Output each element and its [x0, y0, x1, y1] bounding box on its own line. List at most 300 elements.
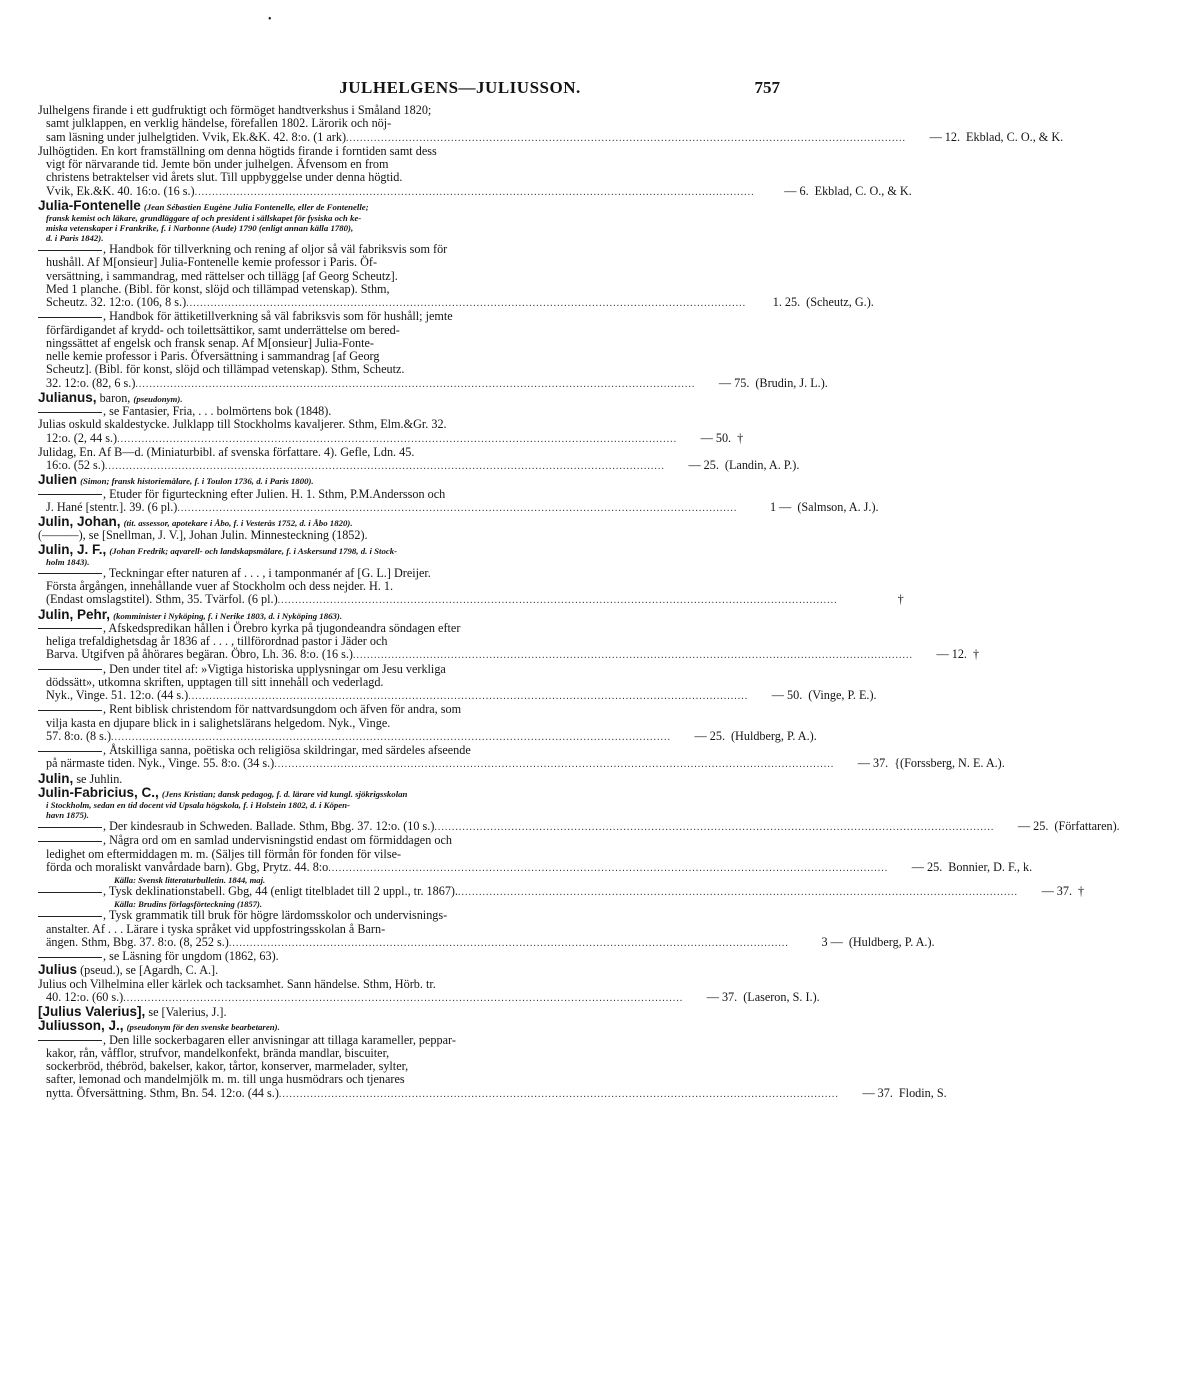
- entry-text: [46, 171, 402, 184]
- catalog-entry: [38, 819, 1120, 834]
- entry-price: — 6.: [784, 183, 809, 198]
- biographical-note: fransk kemist och läkare, grundläggare af och president i sällskapet för fysiska och ke-: [46, 213, 362, 223]
- entry-line: [38, 728, 817, 744]
- entry-price: — 50.: [700, 430, 732, 445]
- entry-text: [46, 730, 111, 743]
- entry-text: [38, 405, 331, 418]
- leader-dots: [458, 886, 1018, 899]
- entry-line: [38, 786, 783, 800]
- catalog-entry: [38, 606, 980, 663]
- entry-price: — 12.: [936, 647, 967, 662]
- biographical-note: holm 1843).: [46, 556, 90, 567]
- entry-price: — 37.: [862, 1085, 893, 1100]
- leader-dots: [279, 1088, 839, 1101]
- catalog-entry: [38, 833, 1033, 885]
- entry-heading: Julin, Pehr,: [38, 606, 111, 622]
- entry-line: [38, 171, 783, 184]
- entry-text: [46, 256, 377, 269]
- entry-heading: Julin, Johan,: [38, 514, 121, 529]
- entry-publisher: {(Forssberg, N. E. A.).: [894, 756, 1005, 771]
- ditto-rule: [38, 751, 102, 752]
- entry-body: vigt för närvarande tid. Jemte bön under julhelgen. Äfvensom en from: [46, 157, 389, 171]
- catalog-entry: [38, 143, 912, 199]
- entry-line: [38, 963, 783, 977]
- catalog-entry: [38, 950, 783, 963]
- entry-line: [38, 1085, 947, 1101]
- leader-dots: [274, 758, 834, 771]
- catalog-entry: [38, 661, 877, 704]
- entry-publisher: †: [972, 647, 980, 662]
- entry-text: [38, 744, 471, 757]
- catalog-entry: [38, 309, 828, 391]
- entry-reference: se Juhlin.: [76, 771, 123, 786]
- ditto-rule: [38, 1040, 102, 1041]
- biographical-note: havn 1875).: [46, 810, 90, 820]
- entry-text: [38, 199, 369, 213]
- entry-body: heliga trefaldighetsdag år 1836 af . . . , tillförordnad pastor i Jäder och: [46, 634, 388, 648]
- entry-text: [38, 1034, 456, 1047]
- entry-text: [46, 991, 123, 1004]
- ditto-rule: [38, 916, 102, 917]
- entry-line: [38, 635, 783, 648]
- entry-line: [38, 923, 783, 936]
- entry-line: [38, 676, 783, 689]
- entry-body: 57. 8:o. (8 s.): [46, 728, 111, 743]
- entry-text: [38, 1005, 227, 1019]
- entry-line: [38, 405, 783, 418]
- leader-dots: [434, 821, 994, 834]
- catalog-entry: [38, 884, 1085, 910]
- entry-publisher: Ekblad, C. O., & K.: [966, 129, 1064, 144]
- ditto-rule: [38, 669, 102, 670]
- entry-line: [38, 608, 783, 622]
- entry-price: — 25.: [1017, 819, 1049, 833]
- entry-text: [38, 963, 218, 977]
- entry-line: [38, 978, 783, 991]
- page-number: 757: [754, 78, 780, 97]
- entry-body: Med 1 planche. (Bibl. för konst, slöjd och tillämpad vetenskap). Sthm,: [46, 281, 390, 296]
- entry-line: [38, 1005, 783, 1019]
- entry-publisher: (Författaren).: [1054, 819, 1120, 833]
- entry-publisher: (Laseron, S. I.).: [743, 989, 820, 1004]
- entry-line: [38, 834, 783, 847]
- entry-heading: [Julius Valerius],: [38, 1004, 146, 1019]
- leader-dots: [117, 433, 677, 446]
- biographical-note: miska vetenskaper i Frankrike, f. i Narbonne (Aude) 1790 (enligt annan källa 1780),: [46, 223, 354, 233]
- entry-text: [46, 848, 401, 861]
- entry-body: sam läsning under julhelgtiden. Vvik, Ek.&K. 42. 8:o. (1 ark): [46, 129, 347, 144]
- catalog-entry: [38, 743, 1005, 772]
- leader-dots: [177, 502, 737, 515]
- leader-dots: [229, 937, 789, 950]
- catalog-entries: [38, 103, 1120, 1101]
- entry-heading: Julin,: [38, 770, 74, 786]
- entry-line: [38, 499, 879, 515]
- entry-heading: Julia-Fontenelle: [38, 197, 141, 213]
- entry-text: [38, 543, 397, 557]
- entry-body: , Den under titel af: »Vigtiga historiska upplysningar om Jesu verkliga: [103, 661, 446, 676]
- entry-text: [46, 363, 404, 376]
- entry-text: [46, 717, 390, 730]
- catalog-entry: [38, 472, 879, 515]
- entry-text: [38, 473, 314, 487]
- entry-text: [46, 1060, 408, 1073]
- leader-dots: [278, 594, 838, 607]
- entry-line: [38, 950, 783, 963]
- entry-body: 12:o. (2, 44 s.): [46, 430, 118, 445]
- entry-line: [38, 199, 783, 213]
- entry-heading: Julin, J. F.,: [38, 541, 107, 557]
- leader-dots: [135, 378, 695, 391]
- entry-price: — 37.: [1041, 884, 1073, 898]
- entry-text: [46, 580, 393, 593]
- leader-dots: [111, 731, 671, 744]
- entry-line: [38, 819, 1120, 834]
- catalog-entry: [38, 103, 1064, 145]
- catalog-entry: [38, 908, 935, 950]
- entry-body: , Der kindesraub in Schweden. Ballade. Sthm, Bbg. 37. 12:o. (10 s.): [103, 819, 435, 833]
- entry-price: — 50.: [771, 688, 803, 702]
- entry-body: Vvik, Ek.&K. 40. 16:o. (16 s.): [46, 183, 195, 198]
- entry-body: hushåll. Af M[onsieur] Julia-Fontenelle kemie professor i Paris. Öf-: [46, 255, 378, 270]
- entry-heading: Julius: [38, 962, 78, 978]
- entry-text: [38, 885, 458, 898]
- ditto-rule: [38, 841, 102, 842]
- entry-line: [38, 1047, 783, 1060]
- entry-body: ledighet om eftermiddagen m. m. (Säljes till förmån för fonden för vilse-: [46, 846, 402, 861]
- entry-heading: Julianus,: [38, 389, 97, 405]
- entry-text: [38, 1019, 280, 1033]
- entry-text: [46, 270, 398, 283]
- entry-line: [38, 663, 783, 676]
- entry-body: samt julklappen, en verklig händelse, förefallen 1802. Lärorik och nöj-: [46, 116, 392, 131]
- entry-text: [38, 834, 452, 847]
- entry-text: [46, 593, 278, 606]
- entry-text: [46, 861, 328, 874]
- entry-body: , Handbok för ättiketillverkning så väl fabriksvis som för hushåll; jemte: [103, 309, 453, 324]
- entry-body: , Etuder för figurteckning efter Julien. H. 1. Sthm, P.M.Andersson och: [103, 486, 446, 501]
- ditto-rule: [38, 710, 102, 711]
- entry-publisher: Bonnier, D. F., k.: [948, 859, 1033, 874]
- entry-line: [38, 1073, 783, 1086]
- entry-line: [38, 337, 783, 350]
- entry-body: Första årgången, innehållande vuer af Stockholm och dess nejder. H. 1.: [46, 579, 394, 593]
- entry-body: förda och moraliskt vanvårdade barn). Gbg, Prytz. 44. 8:o: [46, 859, 329, 874]
- entry-line: [38, 158, 783, 171]
- entry-line: [38, 391, 783, 405]
- page-running-head: JULHELGENS—JULIUSSON.: [339, 78, 581, 97]
- entry-body: Julius och Vilhelmina eller kärlek och tacksamhet. Sann händelse. Sthm, Hörb. tr.: [38, 976, 436, 991]
- entry-body: safter, lemonad och mandelmjölk m. m. till unga husmödrars och tjenares: [46, 1072, 405, 1087]
- entry-publisher: (Vinge, P. E.).: [808, 688, 877, 702]
- entry-line: [38, 104, 783, 117]
- ditto-rule: [38, 628, 102, 629]
- entry-text: [46, 936, 229, 949]
- entry-body: , Några ord om en samlad undervisningstid endast om förmiddagen och: [103, 833, 452, 848]
- entry-reference: se [Valerius, J.].: [148, 1005, 227, 1019]
- entry-text: [38, 909, 447, 922]
- entry-line: [38, 744, 783, 757]
- catalog-entry: [38, 702, 817, 744]
- entry-body: förfärdigandet af krydd- och toilettsättikor, samt underrättelse om bered-: [46, 322, 400, 337]
- biographical-note: (Jean Sébastien Eugène Julia Fontenelle, eller de Fontenelle;: [143, 201, 369, 212]
- entry-text: [38, 418, 447, 431]
- entry-publisher: (Huldberg, P. A.).: [848, 934, 935, 949]
- biographical-note: (komminister i Nyköping, f. i Nerike 1803, d. i Nyköping 1863).: [113, 610, 343, 621]
- entry-line: [38, 592, 904, 607]
- entry-body: dödssätt», utkomna skriften, upptagen till sitt innehåll och vederlagd.: [46, 674, 384, 689]
- entry-line: [38, 256, 783, 269]
- entry-text: [38, 446, 414, 459]
- entry-price: 3 —: [821, 934, 843, 949]
- ditto-rule: [38, 827, 102, 828]
- entry-body: , Rent biblisk christendom för nattvardsungdom och äfven för andra, som: [103, 702, 462, 717]
- entry-text: [38, 772, 122, 786]
- entry-price: — 25.: [911, 859, 943, 874]
- entry-text: [38, 608, 342, 622]
- entry-text: [38, 978, 436, 991]
- entry-heading: Julin-Fabricius, C.,: [38, 784, 159, 800]
- entry-line: [38, 283, 783, 296]
- catalog-entry: [38, 444, 800, 474]
- ditto-rule: [38, 892, 102, 893]
- catalog-entry: [38, 1018, 947, 1101]
- entry-body: , Handbok för tillverkning och rening af oljor så väl fabriksvis som för: [103, 242, 448, 256]
- entry-line: [38, 243, 783, 256]
- entry-text: [38, 243, 447, 256]
- entry-line: [38, 529, 783, 542]
- entry-line: [38, 446, 783, 459]
- entry-text: [46, 117, 391, 130]
- entry-publisher: †: [1078, 884, 1085, 898]
- catalog-entry: [38, 515, 783, 543]
- entry-text: [38, 703, 461, 716]
- entry-body: på närmaste tiden. Nyk., Vinge. 55. 8:o. (34 s.): [46, 756, 275, 771]
- leader-dots: [123, 992, 683, 1005]
- biographical-note: (tit. assessor, apotekare i Åbo, f. i Vesterås 1752, d. i Åbo 1820).: [123, 518, 353, 528]
- entry-body: , Teckningar efter naturen af . . . , i tamponmanér af [G. L.] Dreijer.: [103, 565, 431, 580]
- entry-text: [46, 501, 177, 514]
- catalog-entry: [38, 1005, 783, 1019]
- entry-publisher: (Scheutz, G.).: [806, 295, 874, 309]
- entry-text: [38, 820, 434, 833]
- ditto-rule: [38, 317, 102, 318]
- entry-body: 40. 12:o. (60 s.): [46, 989, 124, 1004]
- entry-text: [38, 145, 437, 158]
- entry-body: Julidag, En. Af B—d. (Miniaturbibl. af svenska författare. 4). Gefle, Ldn. 45.: [38, 444, 415, 459]
- entry-line: [38, 350, 783, 363]
- leader-dots: [186, 297, 746, 310]
- entry-line: [38, 772, 783, 786]
- ditto-rule: [38, 957, 102, 958]
- entry-text: [46, 1047, 389, 1060]
- entry-body: Nyk., Vinge. 51. 12:o. (44 s.): [46, 688, 189, 702]
- biographical-note: i Stockholm, sedan en tid docent vid Upsala högskola, f. i Holstein 1802, d. i Köpen-: [46, 800, 350, 810]
- entry-text: [38, 310, 453, 323]
- entry-text: [46, 1073, 405, 1086]
- entry-text: [46, 459, 105, 472]
- entry-text: [46, 131, 346, 144]
- source-note: Källa: Svensk litteraturbulletin. 1844, maj.: [114, 875, 266, 885]
- source-note: Källa: Brudins förlagsförteckning (1857).: [114, 899, 263, 910]
- entry-body: J. Hané [stentr.]. 39. (6 pl.): [46, 499, 178, 514]
- entry-text: [46, 648, 353, 661]
- entry-body: , Åtskilliga sanna, poëtiska och religiösa skildringar, med särdeles afseende: [103, 743, 471, 757]
- entry-reference: baron,: [99, 390, 134, 405]
- entry-price: — 12.: [929, 129, 961, 144]
- entry-body: christens betraktelser vid årets slut. Till uppbyggelse under denna högtid.: [46, 170, 403, 185]
- entry-line: [38, 756, 1005, 771]
- catalog-entry: [38, 242, 874, 310]
- entry-text: [38, 663, 446, 676]
- entry-line: [38, 418, 783, 431]
- entry-publisher: Flodin, S.: [898, 1085, 947, 1100]
- entry-body: nelle kemie professor i Paris. Öfversättning i sammandrag [af Georg: [46, 349, 380, 363]
- entry-line: [38, 647, 980, 662]
- entry-text: [46, 1087, 279, 1100]
- entry-line: [38, 183, 912, 199]
- entry-text: [46, 432, 117, 445]
- biographical-note: (Jens Kristian; dansk pedagog, f. d. lärare vid kungl. sjökrigsskolan: [161, 788, 408, 799]
- entry-body: Scheutz. 32. 12:o. (106, 8 s.): [46, 295, 187, 309]
- entry-line: [38, 295, 874, 310]
- entry-body: , Tysk deklinationstabell. Gbg, 44 (enligt titelbladet till 2 uppl., tr. 1867).: [103, 884, 459, 898]
- entry-line: [38, 473, 783, 487]
- entry-line: [38, 580, 783, 593]
- entry-publisher: †: [737, 430, 744, 445]
- entry-text: [38, 622, 460, 635]
- entry-text: [46, 689, 188, 702]
- entry-price: — 25.: [694, 728, 725, 743]
- biographical-note: (Johan Fredrik; aqvarell- och landskapsmålare, f. i Askersund 1798, d. i Stock-: [109, 545, 398, 556]
- entry-body: anstalter. Af . . . Lärare i tyska språket vid uppfostringsskolan å Barn-: [46, 921, 386, 936]
- catalog-entry: [38, 786, 783, 820]
- entry-reference: (pseud.), se [Agardh, C. A.].: [80, 963, 219, 978]
- entry-line: [38, 145, 783, 158]
- entry-line: [38, 375, 828, 391]
- entry-line: [38, 1019, 783, 1033]
- entry-price: 1. 25.: [772, 295, 801, 309]
- entry-text: [46, 283, 390, 296]
- entry-text: [46, 324, 400, 337]
- entry-body: Barva. Utgifven på åhörares begäran. Öbro, Lh. 36. 8:o. (16 s.): [46, 647, 353, 662]
- entry-line: [38, 909, 783, 922]
- entry-line: [38, 884, 1085, 899]
- entry-price: — 37.: [857, 756, 889, 771]
- entry-line: [38, 622, 783, 635]
- entry-price: — 75.: [718, 375, 750, 390]
- biographical-note: (pseudonym).: [133, 393, 183, 404]
- entry-line: [38, 1060, 783, 1073]
- entry-line: [38, 717, 783, 730]
- catalog-entry: [38, 418, 783, 446]
- entry-text: [38, 529, 368, 542]
- entry-body: vilja kasta en djupare blick in i salighetslärans helgedom. Nyk., Vinge.: [46, 715, 391, 730]
- entry-text: [46, 158, 389, 171]
- entry-text: [46, 350, 379, 363]
- leader-dots: [328, 862, 888, 875]
- entry-body: , se Läsning för ungdom (1862, 63).: [103, 949, 279, 963]
- entry-line: [38, 310, 783, 323]
- entry-body: nytta. Öfversättning. Sthm, Bn. 54. 12:o. (44 s.): [46, 1085, 279, 1100]
- biographical-note: d. i Paris 1842).: [46, 233, 104, 243]
- catalog-entry: [38, 541, 904, 608]
- entry-line: [38, 432, 783, 446]
- entry-text: [38, 391, 183, 405]
- entry-text: [46, 377, 135, 390]
- entry-body: (Endast omslagstitel). Sthm, 35. Tvärfol. (6 pl.): [46, 592, 278, 607]
- entry-body: (———), se [Snellman, J. V.], Johan Julin. Minnesteckning (1852).: [38, 528, 368, 543]
- leader-dots: [105, 460, 665, 473]
- entry-price: — 25.: [688, 458, 719, 472]
- entry-publisher: (Huldberg, P. A.).: [731, 728, 817, 743]
- entry-body: , se Fantasier, Fria, . . . bolmörtens bok (1848).: [103, 404, 332, 418]
- entry-publisher: Ekblad, C. O., & K.: [814, 183, 912, 198]
- entry-line: [38, 270, 783, 283]
- entry-text: [46, 185, 195, 198]
- print-dot: •: [268, 14, 272, 25]
- catalog-entry: [38, 963, 783, 977]
- entry-text: [46, 337, 374, 350]
- ditto-rule: [38, 412, 102, 413]
- catalog-entry: [38, 772, 783, 786]
- entry-line: [38, 543, 783, 557]
- entry-line: [38, 848, 783, 861]
- entry-body: , Tysk grammatik till bruk för högre lärdomsskolor och undervisnings-: [103, 908, 448, 923]
- leader-dots: [188, 690, 748, 703]
- entry-body: 16:o. (52 s.): [46, 458, 105, 472]
- entry-text: [46, 676, 383, 689]
- catalog-entry: [38, 199, 783, 243]
- leader-dots: [353, 649, 913, 662]
- entry-body: ningssättet af engelsk och fransk senap. Af M[onsieur] Julia-Fonte-: [46, 335, 374, 350]
- entry-body: kakor, rån, våfflor, strufvor, mandelkonfekt, brända mandlar, biscuiter,: [46, 1045, 390, 1060]
- entry-publisher: †: [897, 592, 904, 607]
- entry-body: Julhögtiden. En kort framställning om denna högtids firande i forntiden samt dess: [38, 143, 437, 158]
- entry-text: [38, 515, 353, 529]
- biographical-note: (Simon; fransk historiemålare, f. i Toulon 1736, d. i Paris 1800).: [80, 476, 314, 487]
- entry-publisher: (Brudin, J. L.).: [755, 375, 828, 390]
- entry-body: Julias oskuld skaldestycke. Julklapp till Stockholms kavaljerer. Sthm, Elm.&Gr. 32.: [38, 417, 447, 432]
- entry-line: [38, 515, 783, 529]
- entry-body: , Afskedspredikan hållen i Örebro kyrka på tjugondeandra söndagen efter: [103, 620, 461, 635]
- entry-text: [38, 567, 431, 580]
- leader-dots: [195, 186, 755, 199]
- entry-publisher: (Landin, A. P.).: [724, 458, 800, 472]
- entry-text: [46, 757, 274, 770]
- entry-line: [38, 989, 820, 1005]
- catalog-entry: [38, 391, 783, 419]
- entry-line: [38, 458, 800, 473]
- entry-price: — 37.: [706, 989, 738, 1004]
- entry-body: 32. 12:o. (82, 6 s.): [46, 375, 136, 390]
- ditto-rule: [38, 494, 102, 495]
- entry-line: [38, 129, 1064, 145]
- entry-line: [38, 1034, 783, 1047]
- entry-body: Scheutz]. (Bibl. för konst, slöjd och tillämpad vetenskap). Sthm, Scheutz.: [46, 362, 405, 377]
- entry-body: sockerbröd, thébröd, bakelser, kakor, tårtor, konserver, marmelader, sylter,: [46, 1059, 409, 1073]
- entry-line: [38, 688, 877, 703]
- entry-line: [38, 488, 783, 501]
- entry-line: [38, 703, 783, 716]
- ditto-rule: [38, 573, 102, 574]
- entry-text: [46, 296, 186, 309]
- entry-text: [38, 104, 431, 117]
- entry-line: [38, 324, 783, 337]
- entry-heading: Juliusson, J.,: [38, 1018, 124, 1034]
- entry-text: [46, 635, 387, 648]
- entry-publisher: (Salmson, A. J.).: [797, 499, 879, 514]
